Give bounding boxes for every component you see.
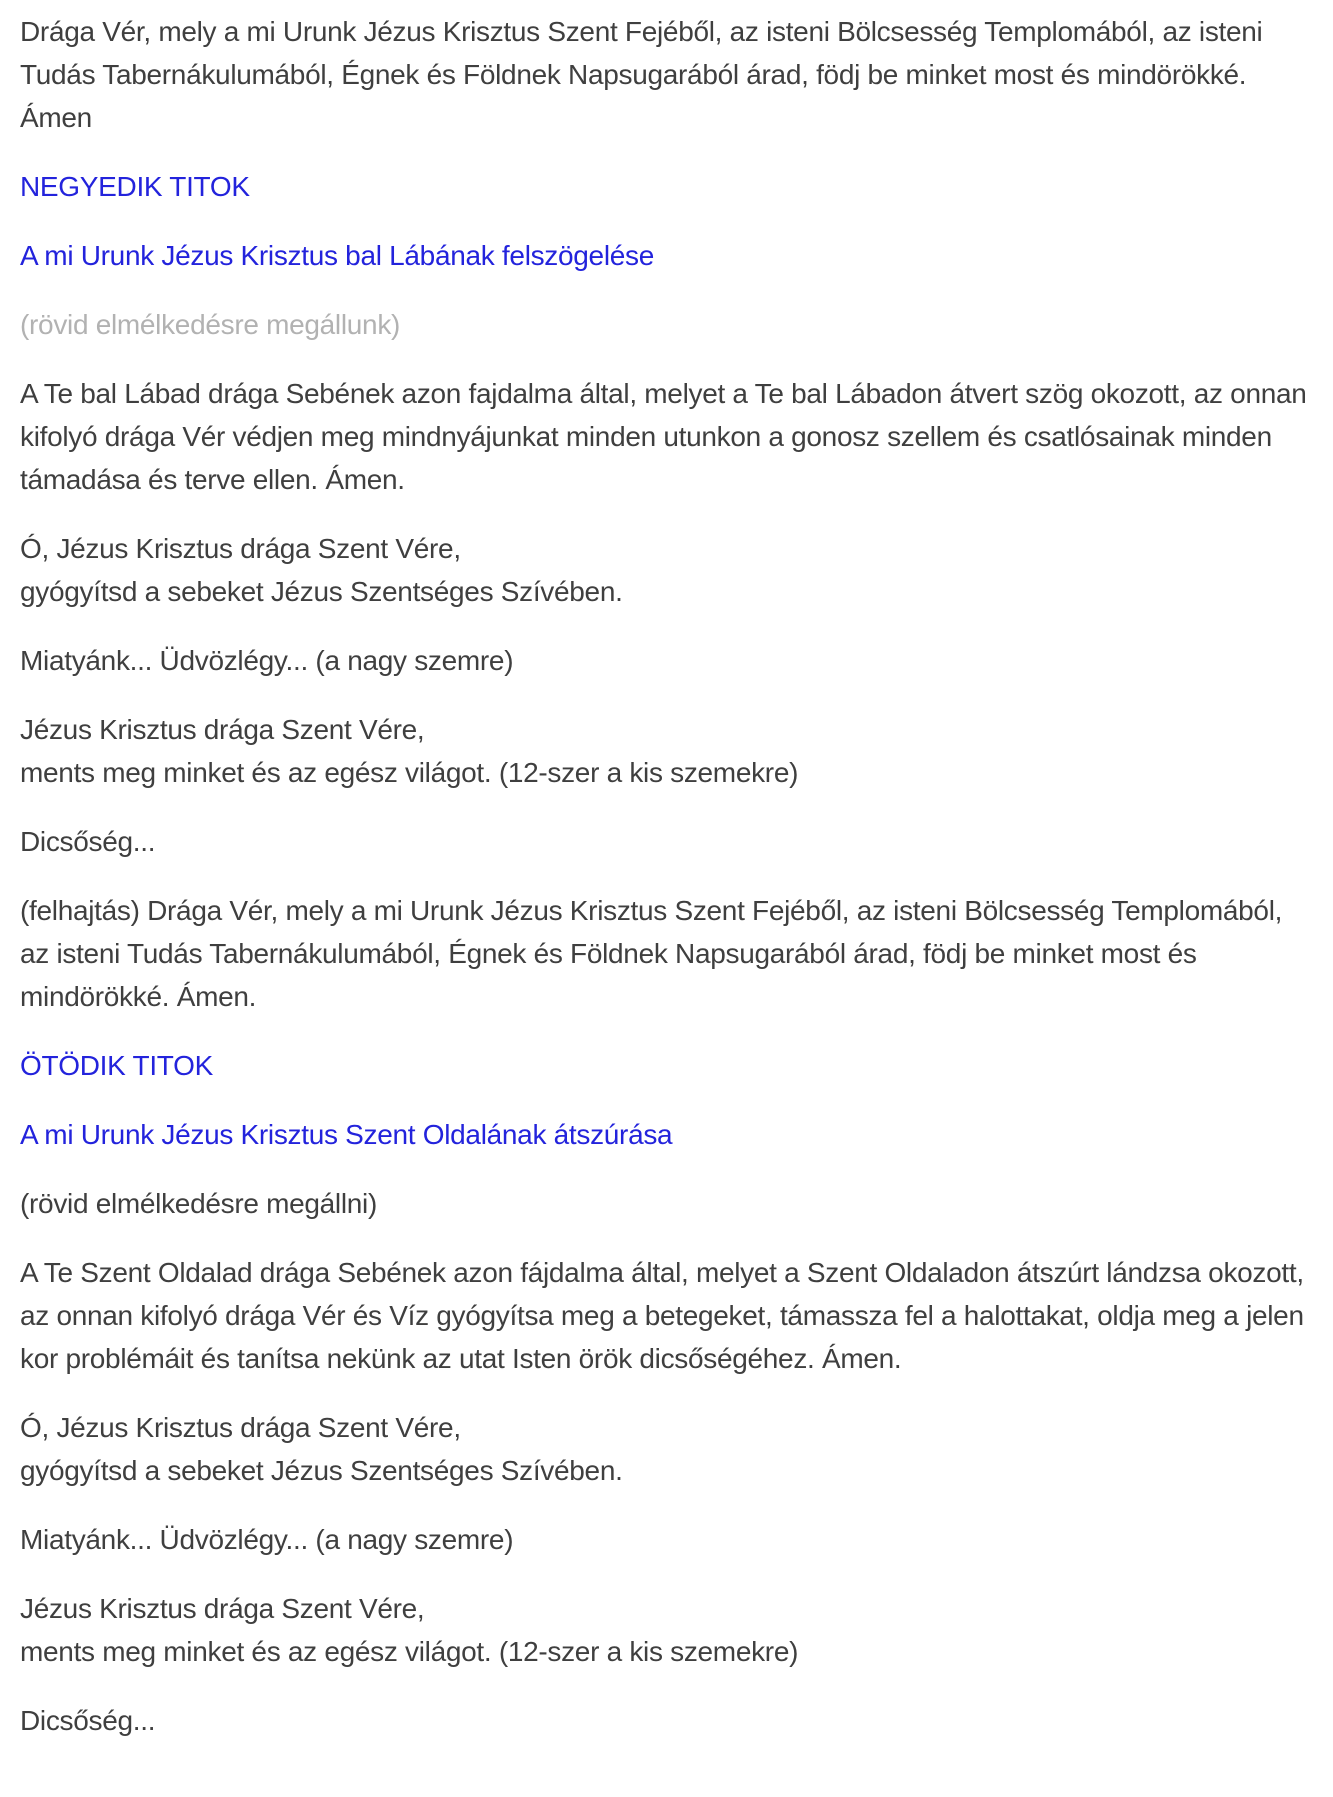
prayer-paragraph-offering: (felhajtás) Drága Vér, mely a mi Urunk Jézus Krisztus Szent Fejéből, az isteni Bölcsesség Templomából, az isteni Tudás Tabernákulumából, Égnek és Földnek Napsugarából árad, födj be minket most és mindörökké. Ámen. [20, 895, 1283, 1012]
prayer-instruction-our-father: Miatyánk... Üdvözlégy... (a nagy szemre) [20, 1524, 514, 1555]
verse-line-1: Ó, Jézus Krisztus drága Szent Vére, [20, 1412, 461, 1443]
mystery-heading-fifth: ÖTÖDIK TITOK [20, 1050, 213, 1081]
meditation-note-muted: (rövid elmélkedésre megállunk) [20, 309, 401, 340]
verse-line-2: ments meg minket és az egész világot. (12-szer a kis szemekre) [20, 1636, 799, 1667]
prayer-paragraph-head-blood: Drága Vér, mely a mi Urunk Jézus Krisztus Szent Fejéből, az isteni Bölcsesség Templomából, az isteni Tudás Tabernákulumából, Égnek és Földnek Napsugarából árad, födj be minket most és mindörökké. Ámen [20, 16, 1263, 133]
verse-line-2: gyógyítsd a sebeket Jézus Szentséges Szívében. [20, 576, 623, 607]
mystery-title-fifth: A mi Urunk Jézus Krisztus Szent Oldalának átszúrása [20, 1119, 673, 1150]
prayer-paragraph-left-foot: A Te bal Lábad drága Sebének azon fajdalma által, melyet a Te bal Lábadon átvert szög okozott, az onnan kifolyó drága Vér védjen meg mindnyájunkat minden utunkon a gonosz szellem és csatlósainak minden támadása és terve ellen. Ámen. [20, 378, 1307, 495]
verse-line-1: Jézus Krisztus drága Szent Vére, [20, 714, 425, 745]
prayer-instruction-our-father: Miatyánk... Üdvözlégy... (a nagy szemre) [20, 645, 514, 676]
verse-couplet [20, 1587, 1309, 1673]
verse-line-2: gyógyítsd a sebeket Jézus Szentséges Szívében. [20, 1455, 623, 1486]
verse-couplet [20, 1406, 1309, 1492]
prayer-paragraph-holy-side: A Te Szent Oldalad drága Sebének azon fájdalma által, melyet a Szent Oldaladon átszúrt lándzsa okozott, az onnan kifolyó drága Vér és Víz gyógyítsa meg a betegeket, támassza fel a halottakat, oldja meg a jelen kor problémáit és tanítsa nekünk az utat Isten örök dicsőségéhez. Ámen. [20, 1257, 1304, 1374]
prayer-glory-be: Dicsőség... [20, 1705, 156, 1736]
verse-line-2: ments meg minket és az egész világot. (12-szer a kis szemekre) [20, 757, 799, 788]
meditation-note-dark: (rövid elmélkedésre megállni) [20, 1188, 377, 1219]
prayer-glory-be: Dicsőség... [20, 826, 156, 857]
mystery-heading-fourth: NEGYEDIK TITOK [20, 171, 250, 202]
verse-line-1: Ó, Jézus Krisztus drága Szent Vére, [20, 533, 461, 564]
verse-couplet [20, 527, 1309, 613]
verse-line-1: Jézus Krisztus drága Szent Vére, [20, 1593, 425, 1624]
verse-couplet [20, 708, 1309, 794]
mystery-title-fourth: A mi Urunk Jézus Krisztus bal Lábának felszögelése [20, 240, 654, 271]
